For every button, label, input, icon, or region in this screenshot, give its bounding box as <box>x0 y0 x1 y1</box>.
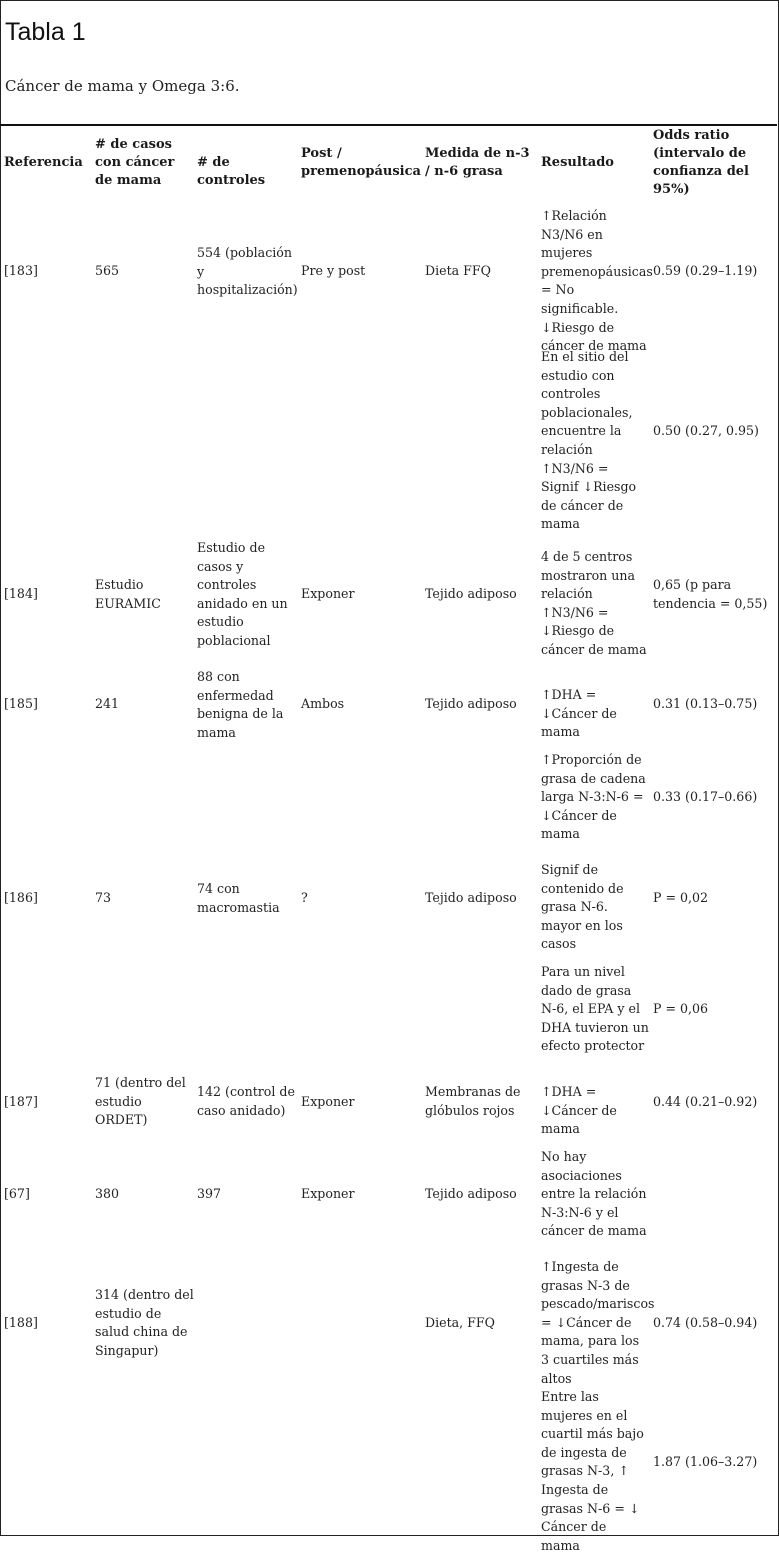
table-cell-casos: 71 (dentro del estudio ORDET) <box>95 1075 186 1128</box>
table-cell-referencia: [188] <box>4 1315 38 1330</box>
table-cell-controles: 74 con macromastia <box>197 881 280 915</box>
table-cell-resultado: Signif de contenido de grasa N-6. mayor en los casos <box>541 862 624 952</box>
table-cell-resultado: No hay asociaciones entre la relación N-3:N-6 y el cáncer de mama <box>541 1149 647 1239</box>
table-cell-resultado: En el sitio del estudio con controles poblacionales, encuentre la relación ↑N3/N6 = Signif ↓Riesgo de cáncer de mama <box>541 349 637 532</box>
table-cell-casos: 241 <box>95 696 120 711</box>
table-cell-resultado: Entre las mujeres en el cuartil más bajo de ingesta de grasas N-3, ↑ Ingesta de grasas N-6 = ↓ Cáncer de mama <box>541 1389 644 1553</box>
header-odds: Odds ratio (intervalo de confianza del 95%) <box>653 128 749 197</box>
table-cell-post: Ambos <box>301 696 345 711</box>
table-cell-post: Pre y post <box>301 263 366 278</box>
table-cell-odds: P = 0,02 <box>653 890 709 905</box>
header-medida: Medida de n-3 / n-6 grasa <box>425 146 530 179</box>
table-cell-odds: 1.87 (1.06–3.27) <box>653 1454 758 1469</box>
table-cell-odds: 0,65 (p para tendencia = 0,55) <box>653 577 768 611</box>
table-cell-odds: 0.44 (0.21–0.92) <box>653 1094 758 1109</box>
table-cell-post: Exponer <box>301 1094 355 1109</box>
table-cell-medida: Dieta, FFQ <box>425 1315 495 1330</box>
table-cell-post: ? <box>301 890 308 905</box>
table-cell-medida: Tejido adiposo <box>425 1186 517 1201</box>
table-cell-odds: 0.74 (0.58–0.94) <box>653 1315 758 1330</box>
header-referencia: Referencia <box>4 155 83 170</box>
table-cell-controles: 554 (población y hospitalización) <box>197 245 298 298</box>
table-cell-post: Exponer <box>301 586 355 601</box>
table-cell-referencia: [67] <box>4 1186 30 1201</box>
table-cell-casos: 314 (dentro del estudio de salud china de Singapur) <box>95 1287 194 1358</box>
table-cell-odds: 0.33 (0.17–0.66) <box>653 789 758 804</box>
table-cell-resultado: ↑Proporción de grasa de cadena larga N-3:N-6 = ↓Cáncer de mama <box>541 752 646 842</box>
table-cell-post: Exponer <box>301 1186 355 1201</box>
table-cell-medida: Tejido adiposo <box>425 890 517 905</box>
table-cell-medida: Dieta FFQ <box>425 263 491 278</box>
table-cell-odds: 0.59 (0.29–1.19) <box>653 263 758 278</box>
table-cell-medida: Tejido adiposo <box>425 696 517 711</box>
table-cell-controles: 142 (control de caso anidado) <box>197 1084 295 1118</box>
table-cell-referencia: [186] <box>4 890 38 905</box>
table-cell-medida: Membranas de glóbulos rojos <box>425 1084 521 1118</box>
table-cell-controles: 88 con enfermedad benigna de la mama <box>197 669 284 740</box>
table-cell-referencia: [185] <box>4 696 38 711</box>
table-subtitle: Cáncer de mama y Omega 3:6. <box>5 77 240 95</box>
header-casos: # de casos con cáncer de mama <box>95 137 175 188</box>
table-cell-controles: 397 <box>197 1186 222 1201</box>
table-cell-resultado: ↑Ingesta de grasas N-3 de pescado/mariscos = ↓Cáncer de mama, para los 3 cuartiles más altos <box>541 1259 655 1386</box>
table-cell-medida: Tejido adiposo <box>425 586 517 601</box>
title-block <box>0 0 777 126</box>
table-title: Tabla 1 <box>5 18 86 46</box>
table-cell-referencia: [184] <box>4 586 38 601</box>
table-cell-resultado: 4 de 5 centros mostraron una relación ↑N3/N6 = ↓Riesgo de cáncer de mama <box>541 549 647 657</box>
table-cell-resultado: ↑DHA = ↓Cáncer de mama <box>541 687 617 740</box>
header-resultado: Resultado <box>541 155 614 170</box>
table-cell-controles: Estudio de casos y controles anidado en un estudio poblacional <box>197 540 288 648</box>
table-cell-resultado: ↑Relación N3/N6 en mujeres premenopáusicas = No significable. ↓Riesgo de cáncer de mama <box>541 208 653 354</box>
header-post: Post / premenopáusica <box>301 146 421 179</box>
header-controles: # de controles <box>197 155 266 188</box>
table-cell-casos: 565 <box>95 263 120 278</box>
table-cell-odds: 0.50 (0.27, 0.95) <box>653 423 759 438</box>
table-cell-odds: 0.31 (0.13–0.75) <box>653 696 758 711</box>
table-cell-resultado: ↑DHA = ↓Cáncer de mama <box>541 1084 617 1137</box>
table-cell-referencia: [183] <box>4 263 38 278</box>
table-cell-resultado: Para un nivel dado de grasa N-6, el EPA y el DHA tuvieron un efecto protector <box>541 964 649 1054</box>
table-cell-odds: P = 0,06 <box>653 1001 709 1016</box>
table-cell-casos: Estudio EURAMIC <box>95 577 161 611</box>
table-cell-referencia: [187] <box>4 1094 38 1109</box>
table-cell-casos: 380 <box>95 1186 120 1201</box>
table-cell-casos: 73 <box>95 890 112 905</box>
